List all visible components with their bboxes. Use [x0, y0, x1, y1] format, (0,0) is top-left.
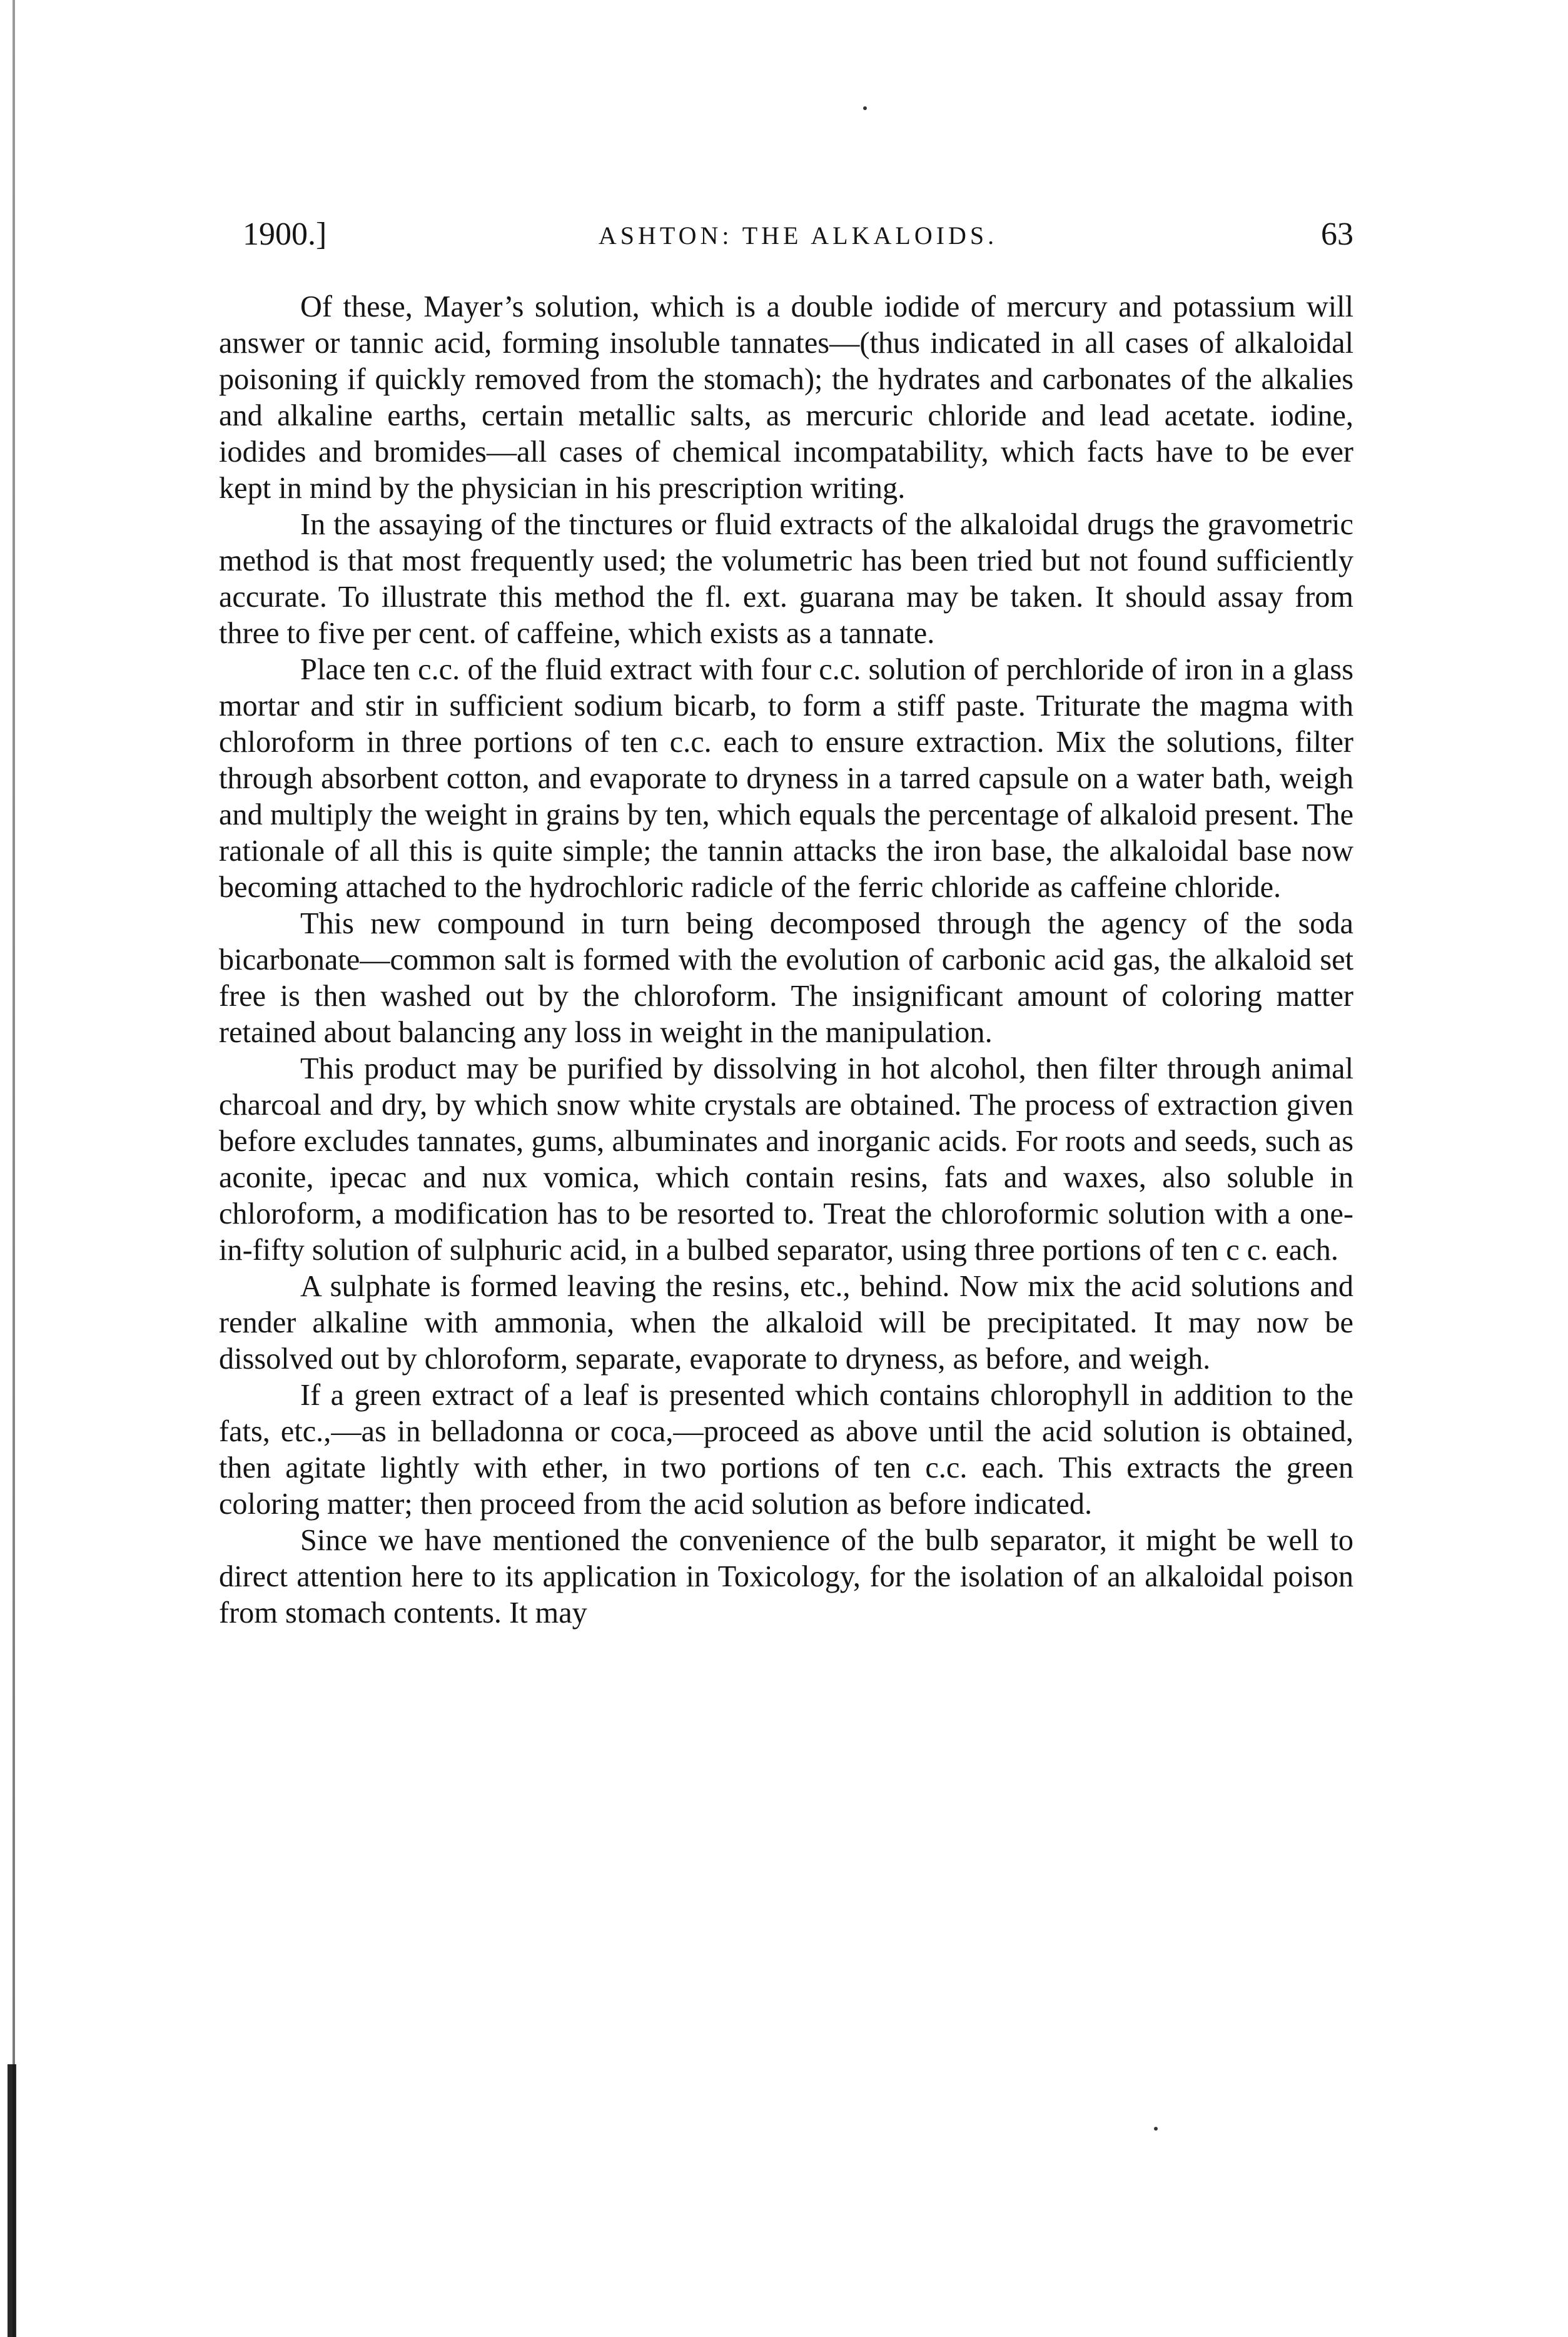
- header-year: 1900.]: [243, 216, 327, 252]
- running-header: [243, 216, 1353, 253]
- paragraph: This product may be purified by dissolving in hot alcohol, then filter through animal charcoal and dry, by which snow white crystals are obtained. The process of extraction given before excludes tannates, gums, albuminates and inorganic acids. For roots and seeds, such as aconite, ipecac and nux vomica, which contain resins, fats and waxes, also soluble in chloroform, a modification has to be resorted to. Treat the chloroformic solution with a one-in-fifty solution of sulphuric acid, in a bulbed separator, using three portions of ten c c. each.: [219, 1052, 1353, 1267]
- paragraph: Place ten c.c. of the fluid extract with four c.c. solution of perchloride of iron in a glass mortar and stir in sufficient sodium bicarb, to form a stiff paste. Triturate the magma with chloroform in three portions of ten c.c. each to ensure extraction. Mix the solutions, filter through absorbent cotton, and evaporate to dryness in a tarred capsule on a water bath, weigh and multiply the weight in grains by ten, which equals the percentage of alkaloid present. The rationale of all this is quite simple; the tannin attacks the iron base, the alkaloidal base now becoming attached to the hydrochloric radicle of the ferric chloride as caffeine chloride.: [219, 653, 1353, 904]
- header-running-title: ASHTON: THE ALKALOIDS.: [598, 221, 998, 250]
- paragraph: In the assaying of the tinctures or fluid extracts of the alkaloidal drugs the gravometric method is that most frequently used; the volumetric has been tried but not found sufficiently accurate. To illustrate this method the fl. ext. guarana may be taken. It should assay from three to five per cent. of caffeine, which exists as a tannate.: [219, 508, 1353, 650]
- article-body: [219, 289, 1353, 1631]
- page-number: 63: [1321, 216, 1353, 252]
- binding-edge-dark: [8, 2064, 16, 2337]
- scan-speck: [1154, 2127, 1158, 2131]
- paragraph: Since we have mentioned the convenience of the bulb separator, it might be well to direct attention here to its application in Toxicology, for the isolation of an alkaloidal poison from stomach contents. It may: [219, 1524, 1353, 1630]
- scan-speck: [863, 106, 867, 110]
- paragraph: This new compound in turn being decomposed through the agency of the soda bicarbonate—common salt is formed with the evolution of carbonic acid gas, the alkaloid set free is then washed out by the chloroform. The insignificant amount of coloring matter retained about balancing any loss in weight in the manipulation.: [219, 907, 1353, 1049]
- paragraph: If a green extract of a leaf is presented which contains chlorophyll in addition to the fats, etc.,—as in belladonna or coca,—proceed as above until the acid solution is obtained, then agitate lightly with ether, in two portions of ten c.c. each. This extracts the green coloring matter; then proceed from the acid solution as before indicated.: [219, 1379, 1353, 1521]
- binding-edge: [13, 0, 15, 2337]
- paragraph: Of these, Mayer’s solution, which is a double iodide of mercury and potassium will answer or tannic acid, forming insoluble tannates—(thus indicated in all cases of alkaloidal poisoning if quickly removed from the stomach); the hydrates and carbonates of the alkalies and alkaline earths, certain metallic salts, as mercuric chloride and lead acetate. iodine, iodides and bromides—all cases of chemical incompatability, which facts have to be ever kept in mind by the physician in his prescription writing.: [219, 290, 1353, 505]
- paragraph: A sulphate is formed leaving the resins, etc., behind. Now mix the acid solutions and render alkaline with ammonia, when the alkaloid will be precipitated. It may now be dissolved out by chloroform, separate, evaporate to dryness, as before, and weigh.: [219, 1270, 1353, 1376]
